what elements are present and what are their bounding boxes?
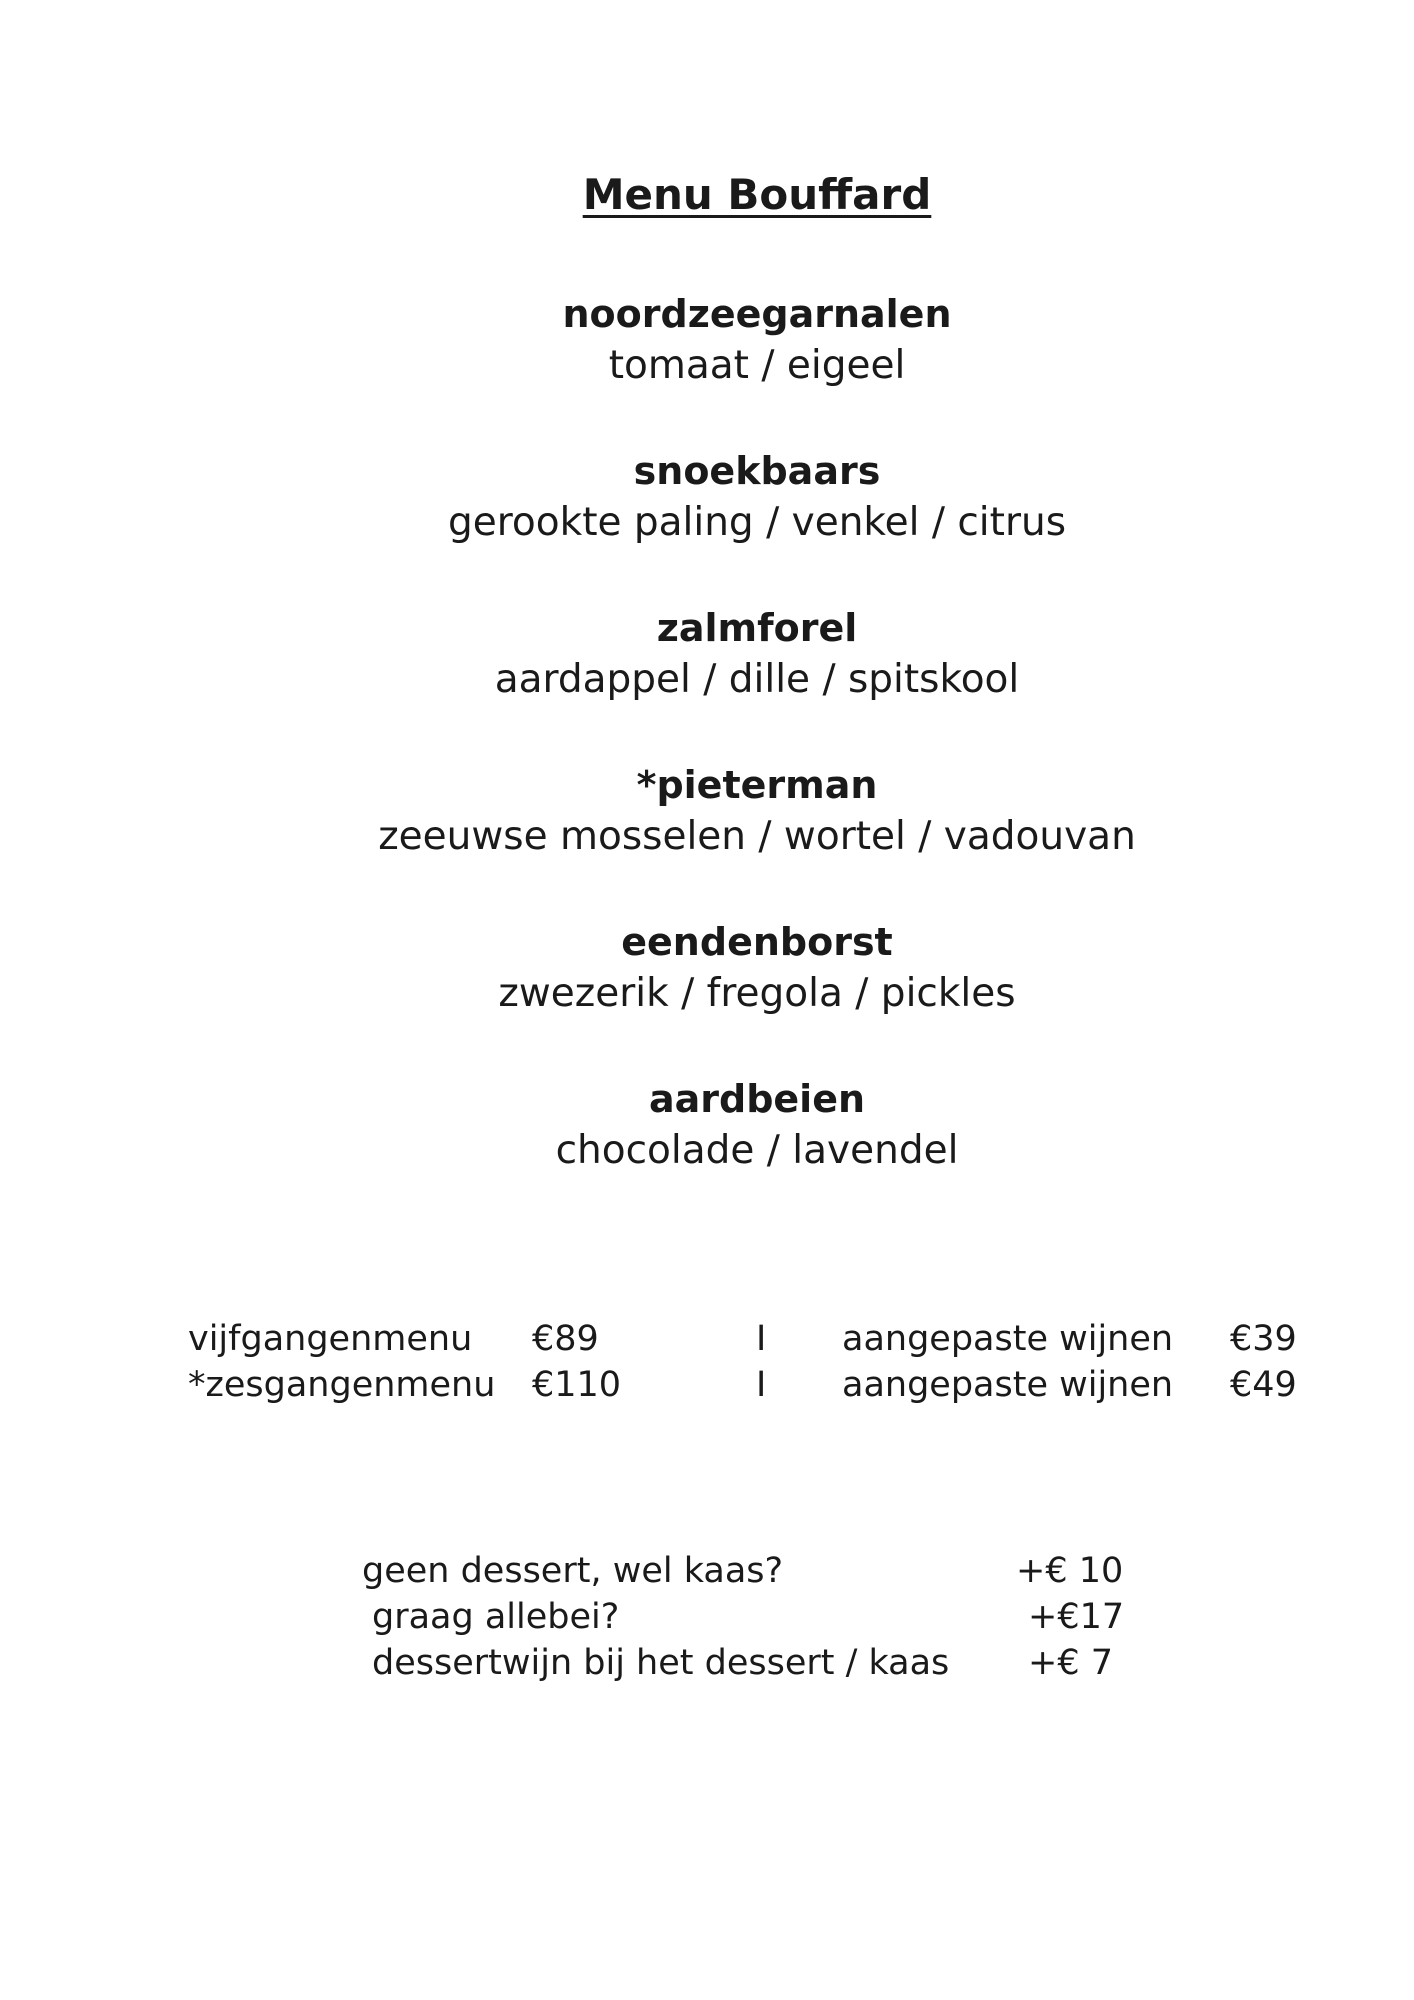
course-description: zwezerik / fregola / pickles	[498, 971, 1016, 1016]
course-1	[50, 288, 1414, 392]
extra-label: graag allebei?	[372, 1597, 620, 1637]
course-description: chocolade / lavendel	[555, 1128, 959, 1173]
course-description: gerookte paling / venkel / citrus	[447, 500, 1067, 545]
pricing-table	[0, 1316, 1414, 1408]
course-description: tomaat / eigeel	[608, 343, 906, 388]
menu-option-price: €110	[532, 1365, 622, 1405]
separator: I	[756, 1365, 767, 1405]
extra-row	[0, 1640, 1414, 1686]
extra-price: +€ 7	[1028, 1643, 1113, 1683]
course-name: noordzeegarnalen	[562, 292, 952, 336]
menu-option-label: vijfgangenmenu	[188, 1319, 473, 1359]
menu-option-price: €89	[532, 1319, 599, 1359]
course-name: snoekbaars	[633, 449, 881, 493]
course-name: zalmforel	[656, 606, 858, 650]
wine-pairing-label: aangepaste wijnen	[842, 1365, 1174, 1405]
wine-pairing-label: aangepaste wijnen	[842, 1319, 1174, 1359]
course-description: aardappel / dille / spitskool	[494, 657, 1020, 702]
course-3	[50, 602, 1414, 706]
course-6	[50, 1073, 1414, 1177]
course-description: zeeuwse mosselen / wortel / vadouvan	[378, 814, 1136, 859]
pricing-row	[0, 1362, 1414, 1408]
separator: I	[756, 1319, 767, 1359]
course-2	[50, 445, 1414, 549]
pricing-row	[0, 1316, 1414, 1362]
extra-row	[0, 1548, 1414, 1594]
extra-price: +€ 10	[1016, 1551, 1124, 1591]
course-name: aardbeien	[648, 1077, 866, 1121]
course-name: eendenborst	[621, 920, 893, 964]
menu-option-label: *zesgangenmenu	[188, 1365, 496, 1405]
wine-pairing-price: €39	[1230, 1319, 1297, 1359]
wine-pairing-price: €49	[1230, 1365, 1297, 1405]
extra-price: +€17	[1028, 1597, 1125, 1637]
extra-label: geen dessert, wel kaas?	[362, 1551, 784, 1591]
extra-row	[0, 1594, 1414, 1640]
course-5	[50, 916, 1414, 1020]
extras-list	[0, 1548, 1414, 1686]
course-4	[50, 759, 1414, 863]
course-name: *pieterman	[636, 763, 878, 807]
menu-title: Menu Bouffard	[582, 170, 932, 219]
extra-label: dessertwijn bij het dessert / kaas	[372, 1643, 950, 1683]
